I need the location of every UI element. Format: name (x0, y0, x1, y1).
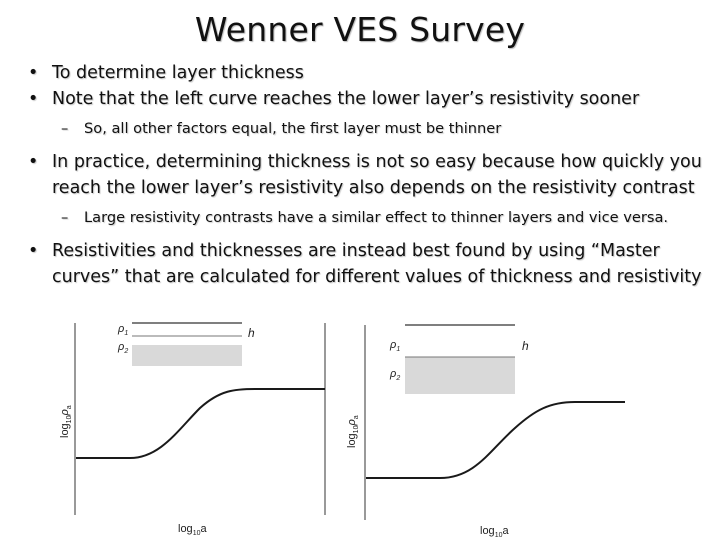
y-axis-label: $\log_{10}\rho_a$ (59, 405, 73, 438)
x-axis-label: $\log_{10}a$ (178, 523, 207, 537)
sub-bullet-2-1 (28, 118, 718, 140)
master-curve-figure-right (340, 320, 630, 540)
upper-layer (405, 329, 515, 357)
slide-title: Wenner VES Survey (194, 10, 526, 49)
bullet-2 (28, 86, 718, 112)
rho2-label: $\rho_2$ (118, 341, 129, 355)
lower-layer (405, 357, 515, 394)
thickness-label: h (522, 339, 529, 353)
bullet-marker: • (28, 89, 39, 109)
resistivity-curve (366, 402, 625, 478)
sub-bullet-marker: – (61, 209, 69, 226)
bullet-text: To determine layer thickness (52, 63, 304, 83)
thickness-label: h (248, 326, 255, 340)
bullet-4 (28, 238, 718, 290)
bullet-3 (28, 149, 718, 201)
bullet-marker: • (28, 63, 39, 83)
master-curve-diagram-right (340, 320, 630, 540)
x-axis-label: $\log_{10}a$ (480, 525, 509, 539)
sub-bullet-3-1 (28, 207, 718, 229)
bullet-1 (28, 60, 718, 86)
lower-layer (132, 345, 242, 366)
bullet-text: In practice, determining thickness is not so easy because how quickly you reach the lower layer’s resistivity also depends on the resistivity contrast (52, 152, 702, 198)
y-axis-label: $\log_{10}\rho_a$ (346, 415, 360, 448)
bullet-text: Note that the left curve reaches the lower layer’s resistivity sooner (52, 89, 640, 109)
sub-bullet-marker: – (61, 120, 69, 137)
bullet-marker: • (28, 152, 39, 172)
bullet-text: Resistivities and thicknesses are instead best found by using “Master curves” that are calculated for different values of thickness and resistivity (52, 241, 702, 287)
sub-bullet-text: So, all other factors equal, the first layer must be thinner (84, 120, 502, 137)
bullet-marker: • (28, 241, 39, 261)
master-curve-figure-left (50, 320, 340, 540)
rho1-label: $\rho_1$ (390, 339, 401, 353)
resistivity-curve (76, 389, 325, 458)
rho2-label: $\rho_2$ (390, 368, 401, 382)
bullet-list (28, 60, 718, 290)
rho1-label: $\rho_1$ (118, 323, 129, 337)
master-curve-diagram-left (50, 320, 340, 540)
sub-bullet-text: Large resistivity contrasts have a similar effect to thinner layers and vice versa. (84, 209, 669, 226)
upper-layer (132, 333, 242, 345)
